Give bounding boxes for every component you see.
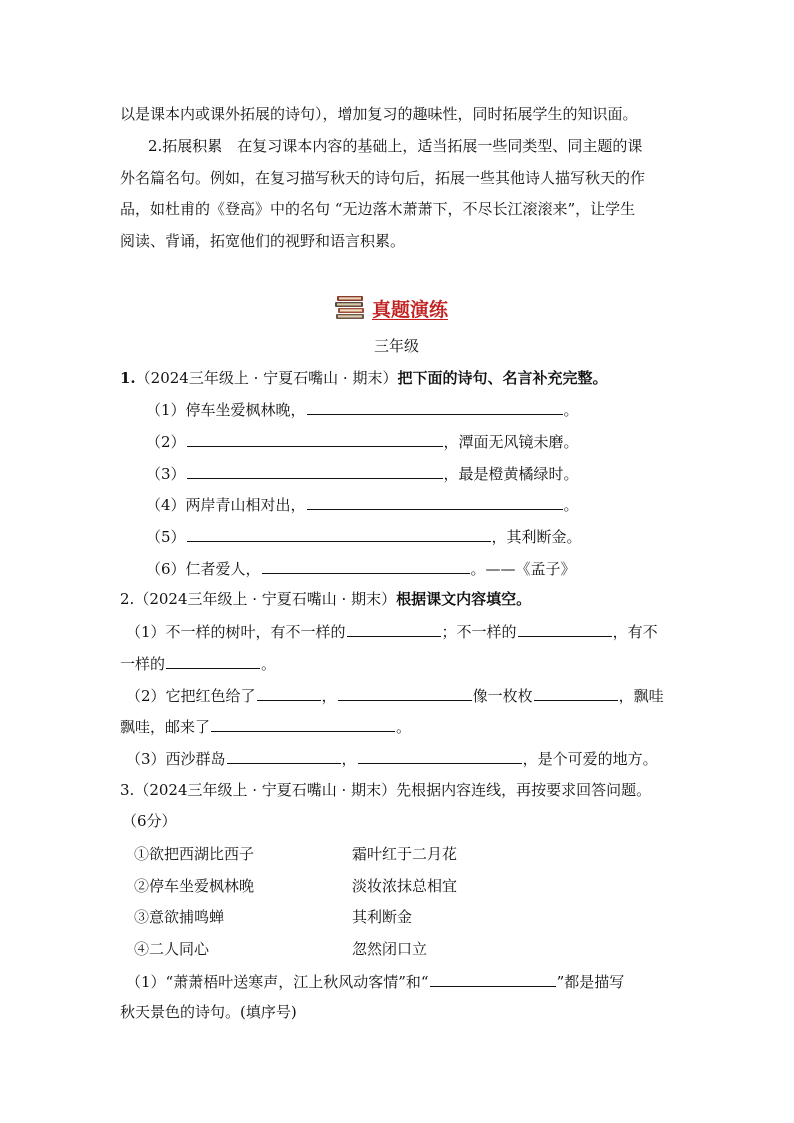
q2-line-5: （3）西沙群岛 ， ，是个可爱的地方。 bbox=[126, 750, 658, 768]
q3-left-4: ④二人同心 bbox=[134, 940, 210, 958]
q1-source: （2024三年级上 · 宁夏石嘴山 · 期末） bbox=[135, 369, 398, 387]
q3-sub1-line-1: （1）“萧萧梧叶送寒声，江上秋风动客情”和“ ”都是描写 bbox=[126, 973, 625, 991]
intro-line-2: 2.拓展积累 在复习课本内容的基础上，适当拓展一些同类型、同主题的课 bbox=[148, 137, 643, 155]
intro-line-5: 阅读、背诵，拓宽他们的视野和语言积累。 bbox=[120, 232, 406, 250]
answer-blank[interactable] bbox=[211, 716, 395, 732]
answer-blank[interactable] bbox=[358, 748, 522, 764]
intro-line-4: 品，如杜甫的《登高》中的名句 “无边落木萧萧下，不尽长江滚滚来”，让学生 bbox=[120, 200, 636, 218]
answer-blank[interactable] bbox=[262, 558, 470, 574]
intro-line-3: 外名篇名句。例如，在复习描写秋天的诗句后，拓展一些其他诗人描写秋天的作 bbox=[120, 169, 646, 187]
answer-blank[interactable] bbox=[347, 621, 441, 637]
answer-blank[interactable] bbox=[307, 494, 563, 510]
answer-blank[interactable] bbox=[227, 748, 341, 764]
answer-blank[interactable] bbox=[518, 621, 612, 637]
q1-item-1: （1）停车坐爱枫林晚， 。 bbox=[146, 401, 579, 419]
q3-right-1: 霜叶红于二月花 bbox=[352, 845, 458, 863]
q2-number: 2. bbox=[120, 590, 135, 608]
q3-score: （6分） bbox=[122, 812, 177, 830]
q3-source: （2024三年级上 · 宁夏石嘴山 · 期末） bbox=[134, 781, 397, 799]
q2-line-1: （1）不一样的树叶，有不一样的 ；不一样的 ，有不 bbox=[126, 623, 658, 641]
q3-left-2: ②停车坐爱枫林晚 bbox=[134, 877, 255, 895]
q1-instruction: 把下面的诗句、名言补充完整。 bbox=[397, 369, 608, 387]
q2-line-4: 飘哇，邮来了 。 bbox=[120, 718, 412, 736]
grade-label: 三年级 bbox=[374, 337, 420, 355]
answer-blank[interactable] bbox=[430, 971, 556, 987]
section-title-text: 真题演练 bbox=[372, 298, 449, 321]
q3-left-1: ①欲把西湖比西子 bbox=[134, 845, 255, 863]
answer-blank[interactable] bbox=[307, 399, 563, 415]
q3-sub1-line-2: 秋天景色的诗句。(填序号) bbox=[120, 1003, 297, 1021]
q2-line-2: 一样的 。 bbox=[120, 655, 277, 673]
q3-header bbox=[120, 780, 651, 800]
answer-blank[interactable] bbox=[187, 463, 443, 479]
q1-header bbox=[120, 368, 607, 388]
answer-blank[interactable] bbox=[187, 431, 443, 447]
q1-item-3: （3） ，最是橙黄橘绿时。 bbox=[146, 465, 579, 483]
section-title bbox=[334, 294, 448, 322]
q2-source: （2024三年级上 · 宁夏石嘴山 · 期末） bbox=[134, 590, 397, 608]
q1-number: 1. bbox=[120, 369, 136, 387]
answer-blank[interactable] bbox=[187, 526, 491, 542]
q3-left-3: ③意欲捕鸣蝉 bbox=[134, 908, 225, 926]
answer-blank[interactable] bbox=[534, 685, 618, 701]
intro-line-1: 以是课本内或课外拓展的诗句），增加复习的趣味性，同时拓展学生的知识面。 bbox=[120, 105, 638, 123]
q2-instruction: 根据课文内容填空。 bbox=[396, 590, 532, 608]
q1-item-2: （2） ，潭面无风镜未磨。 bbox=[146, 433, 579, 451]
q3-right-2: 淡妆浓抹总相宜 bbox=[352, 877, 458, 895]
q3-right-4: 忽然闭口立 bbox=[352, 940, 428, 958]
q3-number: 3. bbox=[120, 781, 135, 799]
q1-item-4: （4）两岸青山相对出， 。 bbox=[146, 496, 579, 514]
q3-right-3: 其利断金 bbox=[352, 908, 413, 926]
q2-line-3: （2）它把红色给了 ， 像一枚枚 ，飘哇 bbox=[126, 687, 664, 705]
q1-item-6: （6）仁者爱人， 。——《孟子》 bbox=[146, 560, 576, 578]
q3-instruction: 先根据内容连线，再按要求回答问题。 bbox=[396, 781, 652, 799]
answer-blank[interactable] bbox=[338, 685, 472, 701]
q2-header bbox=[120, 589, 531, 609]
q1-item-5: （5） ，其利断金。 bbox=[146, 528, 582, 546]
answer-blank[interactable] bbox=[166, 653, 260, 669]
answer-blank[interactable] bbox=[257, 685, 321, 701]
books-icon bbox=[334, 295, 366, 321]
